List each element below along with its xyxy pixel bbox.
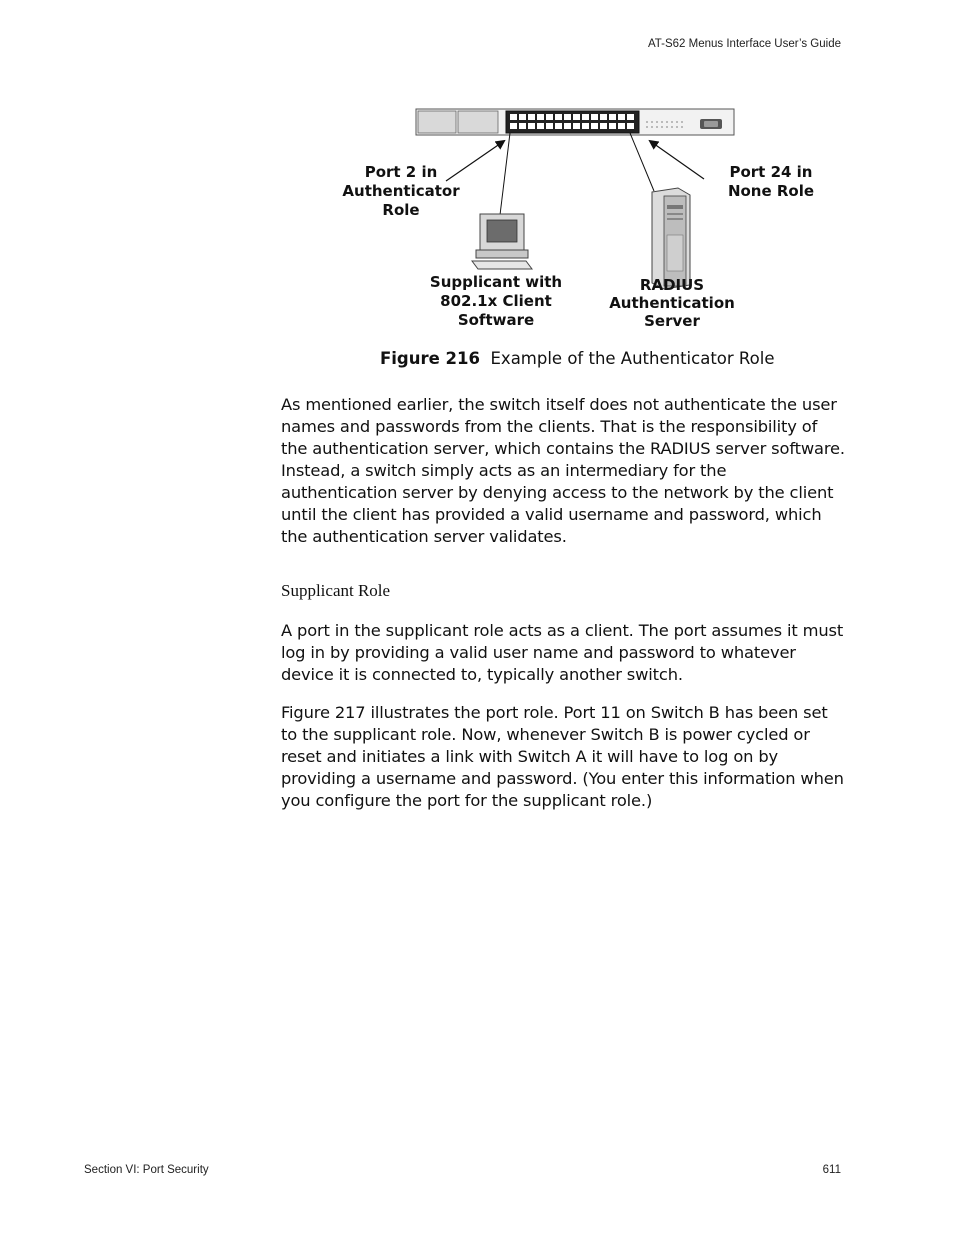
switch-device (416, 109, 734, 135)
supplicant-link (500, 133, 510, 215)
computer-icon (472, 214, 532, 269)
section-heading: Supplicant Role (281, 581, 391, 600)
page-number: 611 (822, 1164, 841, 1176)
network-diagram (330, 95, 850, 345)
running-header: AT-S62 Menus Interface User’s Guide (647, 38, 841, 50)
paragraph-authentication: As mentioned earlier, the switch itself does not authenticate the user names and passwords from the clients. That is the responsibility of the authentication server, which contains the RADIUS server software. Instead, a switch simply acts as an intermediary for the authentication server by denying access to the network by the client until the client has provided a valid username and password, which the authentication server validates. (281, 395, 845, 546)
footer-section: Section VI: Port Security (84, 1164, 209, 1176)
authenticator-role-figure (330, 95, 850, 345)
figure-caption (380, 349, 774, 368)
server-icon (652, 188, 690, 289)
radius-label: RADIUS Authentication Server (609, 276, 735, 330)
figure-title: Example of the Authenticator Role (490, 349, 775, 368)
paragraph-supplicant-role: A port in the supplicant role acts as a client. The port assumes it must log in by providing a valid user name and password to whatever device it is connected to, typically another switch. (281, 621, 844, 684)
port24-arrow (650, 141, 704, 179)
figure-number: Figure 216 (380, 349, 480, 368)
port2-label: Port 2 in Authenticator Role (342, 163, 460, 219)
port24-label: Port 24 in None Role (727, 163, 815, 200)
supplicant-label: Supplicant with 802.1x Client Software (429, 273, 563, 329)
paragraph-figure-reference: Figure 217 illustrates the port role. Port 11 on Switch B has been set to the supplicant role. Now, whenever Switch B is power cycled or reset and initiates a link with Switch A it will have to log on by providing a username and password. (You enter this information when you configure the port for the supplicant role.) (281, 703, 844, 810)
